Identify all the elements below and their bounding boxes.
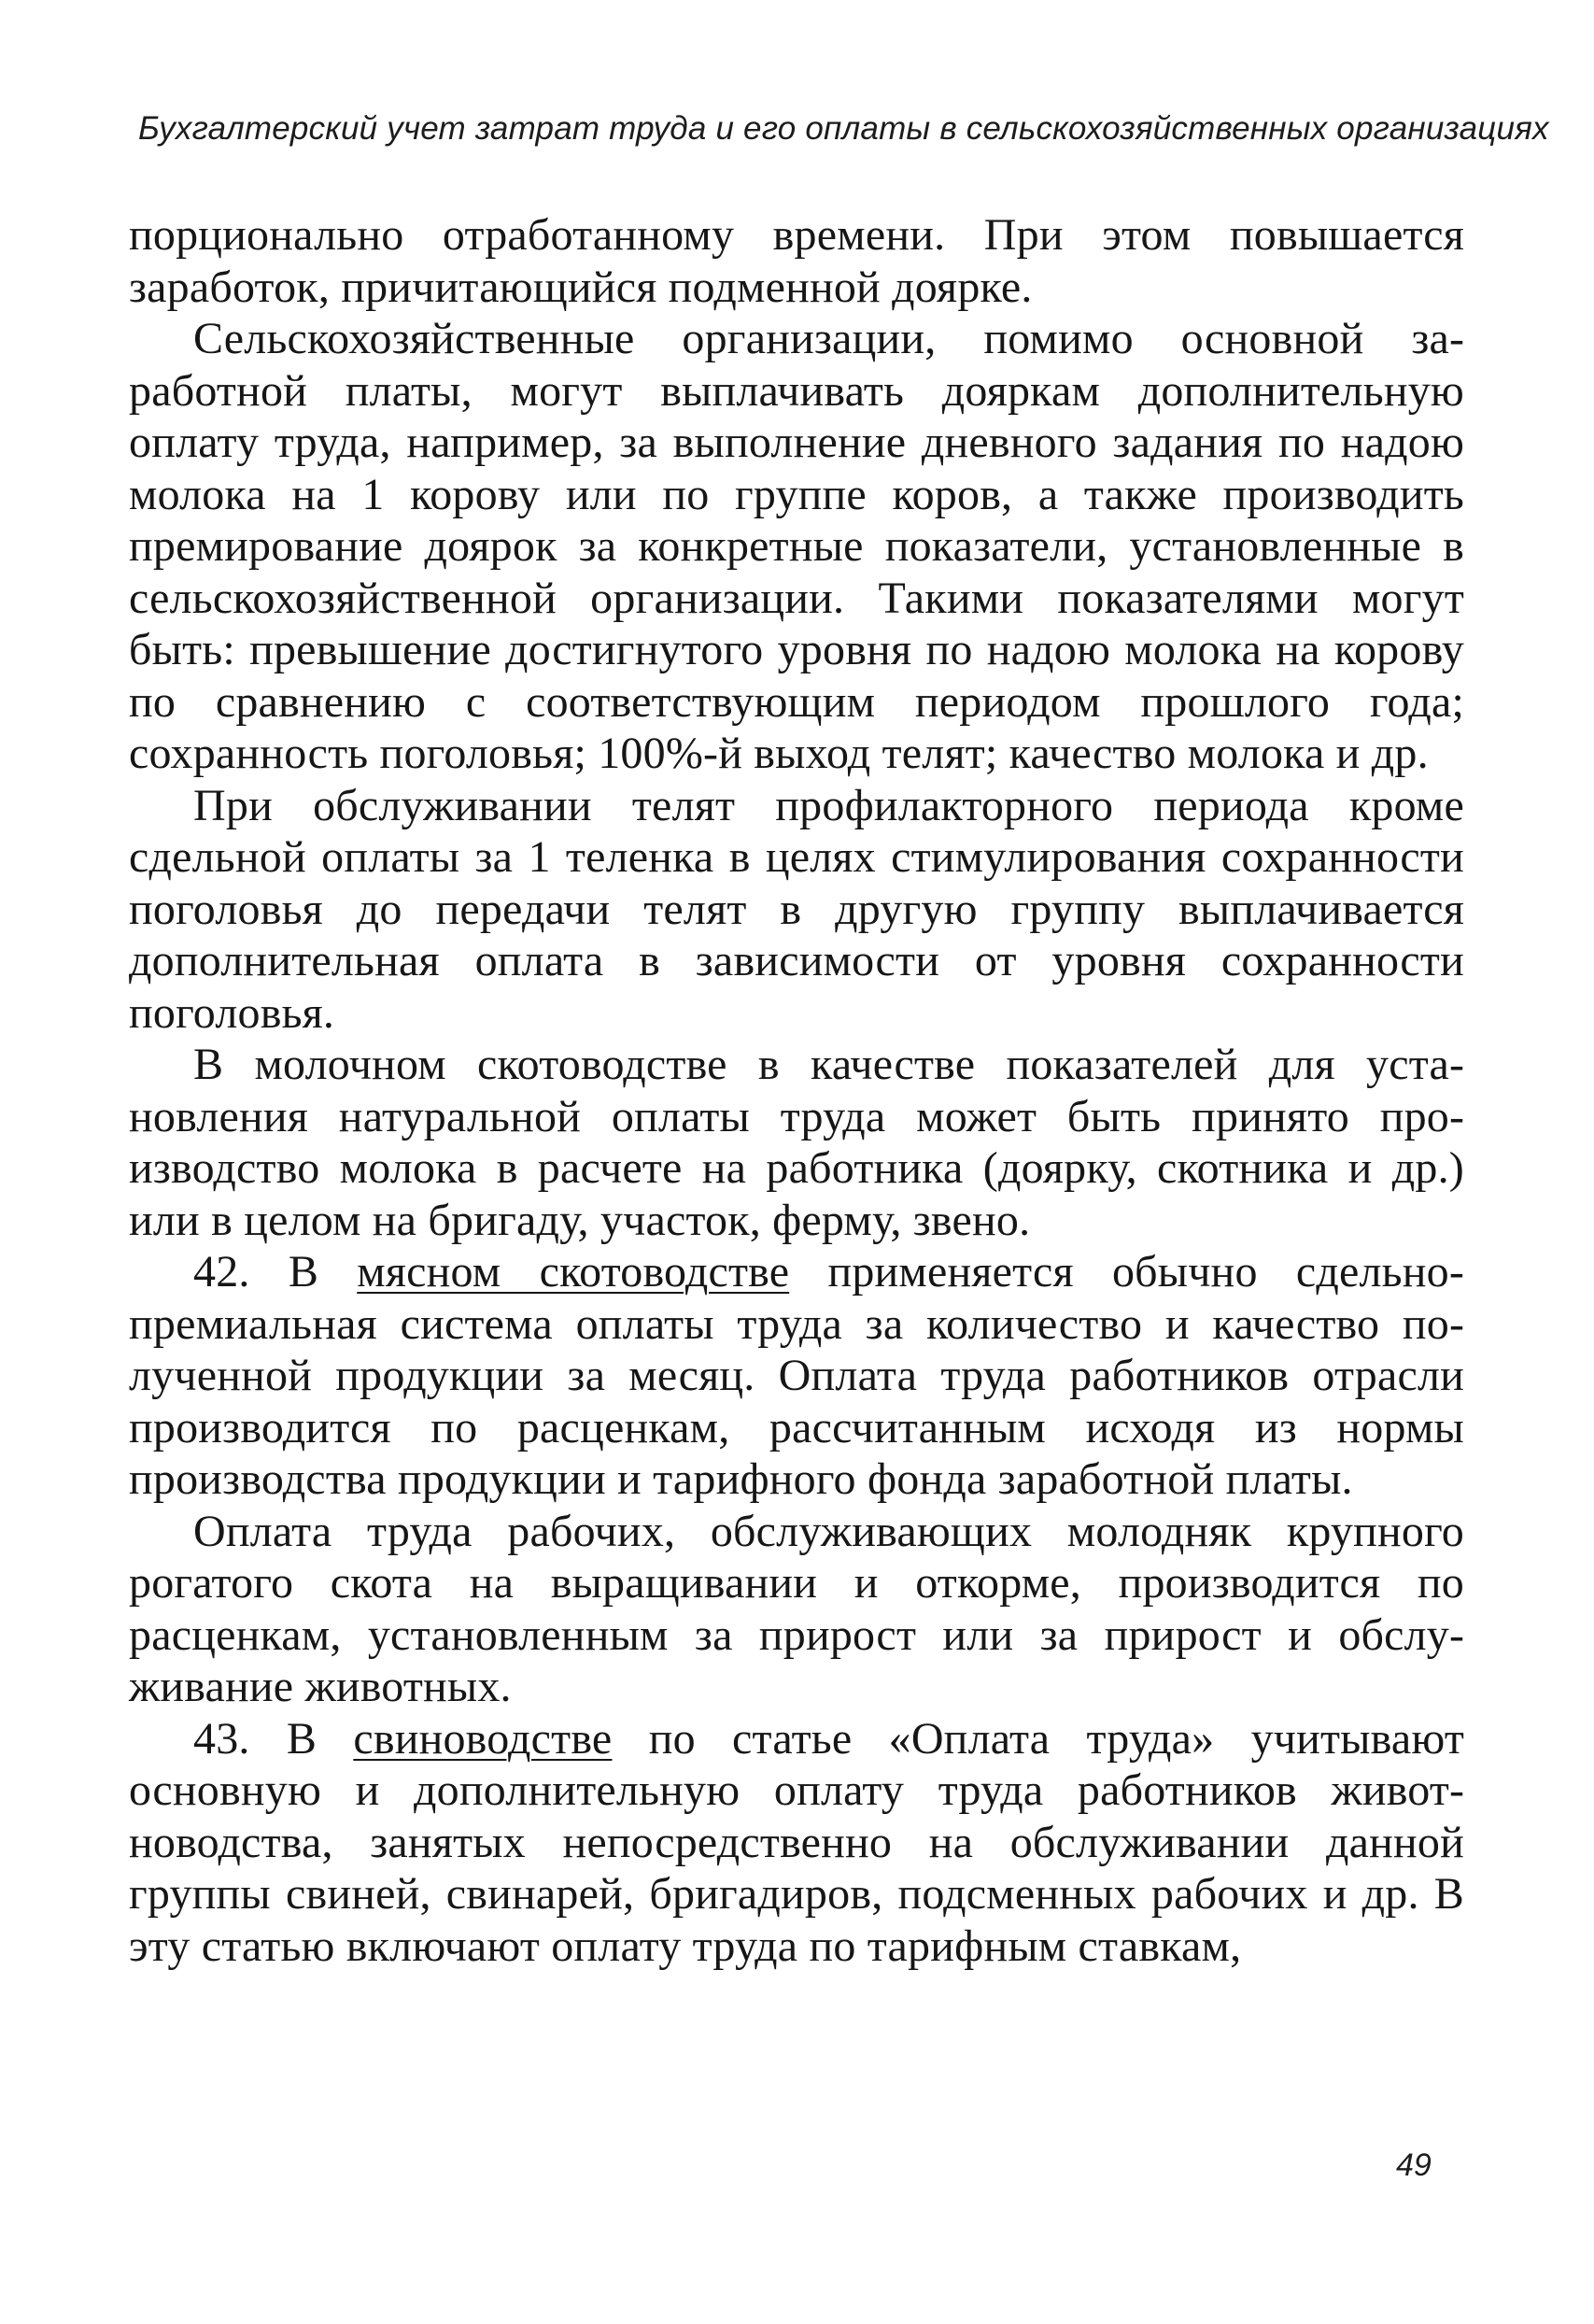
section-43-prefix: 43. В <box>193 1713 354 1764</box>
paragraph-section-42 <box>129 1246 1464 1506</box>
paragraph-continuation: порционально отработанному времени. При этом повышается заработок, причитающийся подменной доярке. <box>129 210 1464 312</box>
section-42-prefix: 42. В <box>193 1247 358 1297</box>
paragraph-dairy-additional-pay: Сельскохозяйственные организации, помимо основной заработной платы, могут выплачивать дояркам дополнительную оплату труда, например, за выполнение дневного задания по надою молока на 1 корову или по группе коров, а также производить премирование доярок за конкретные показатели, установленные в сельскохозяйственной организации. Такими показателями могут быть: превышение достигнутого уровня по надою молока на корову по сравнению с соответствующим периодом прошлого года; сохранность поголовья; 100%-й выход телят; качество молока и др. <box>129 314 1464 778</box>
paragraph-section-43 <box>129 1713 1464 1973</box>
paragraph-young-cattle: Оплата труда рабочих, обслуживающих молодняк крупного рогатого скота на выращивании и откорме, производится по расценкам, установленным за прирост или за прирост и обслуживание животных. <box>129 1506 1464 1711</box>
section-43-text: по статье «Оплата труда» учитывают основную и дополнительную оплату труда работников животноводства, занятых непосредственно на обслуживании данной группы свиней, свинарей, бригадиров, подсменных рабочих и др. В эту статью включают оплату труда по тарифным ставкам, <box>129 1713 1464 1971</box>
term-pig-farming: свиноводстве <box>353 1713 613 1764</box>
body-text <box>129 209 1464 1972</box>
running-header: Бухгалтерский учет затрат труда и его оплаты в сельскохозяйственных организациях <box>138 110 1549 147</box>
paragraph-dairy-natural-pay: В молочном скотоводстве в качестве показателей для установления натуральной оплаты труда может быть принято производство молока в расчете на работника (доярку, скотника и др.) или в целом на бригаду, участок, ферму, звено. <box>129 1040 1464 1245</box>
paragraph-calves-care: При обслуживании телят профилакторного периода кроме сдельной оплаты за 1 теленка в целях стимулирования сохранности поголовья до передачи телят в другую группу выплачивается дополнительная оплата в зависимости от уровня сохранности поголовья. <box>129 780 1464 1038</box>
section-42-text: применяется обычно сдельно-премиальная система оплаты труда за количество и качество полученной продукции за месяц. Оплата труда работников отрасли производится по расценкам, рассчитанным исходя из нормы производства продукции и тарифного фонда заработной платы. <box>129 1247 1465 1504</box>
page-number: 49 <box>1396 2147 1432 2183</box>
term-meat-cattle: мясном скотоводстве <box>357 1247 790 1297</box>
